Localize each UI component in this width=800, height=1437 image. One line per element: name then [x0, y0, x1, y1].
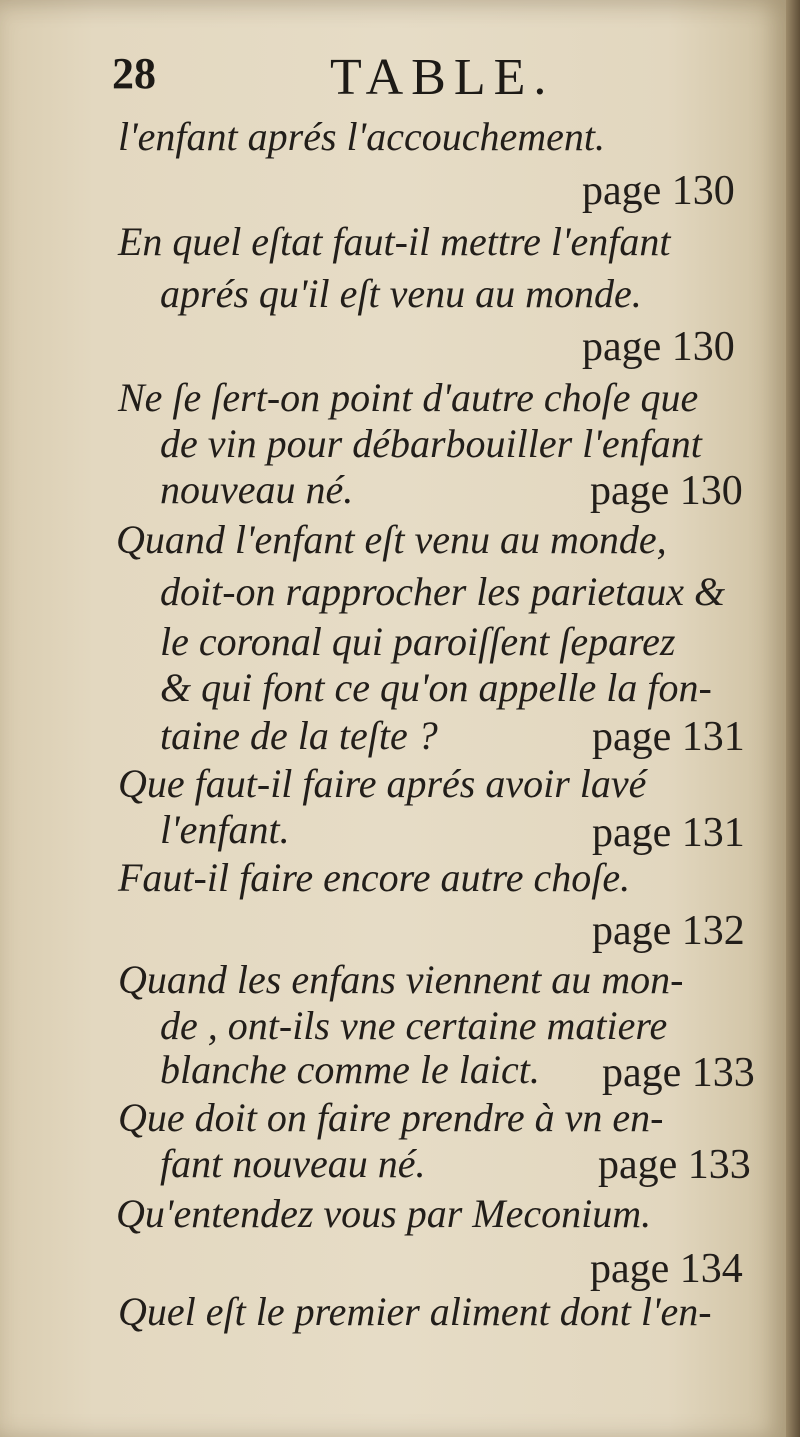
- entry-page-ref: page 131: [592, 810, 745, 856]
- entry-page-ref: page 130: [590, 468, 743, 514]
- entry-page-ref: page 134: [590, 1246, 743, 1292]
- entry-page-ref: page 132: [592, 908, 745, 954]
- entry-line: Qu'entendez vous par Meconium.: [116, 1191, 652, 1236]
- entry-line: nouveau né.: [160, 467, 354, 512]
- entry-line: l'enfant.: [160, 807, 290, 852]
- entry-line: Que faut-il faire aprés avoir lavé: [118, 761, 647, 806]
- page-number: 28: [112, 49, 156, 98]
- entry-page-ref: page 133: [602, 1050, 755, 1096]
- entry-line: de vin pour débarbouiller l'enfant: [160, 421, 702, 466]
- entry-line: & qui font ce qu'on appelle la fon-: [160, 665, 712, 710]
- entry-line: taine de la teſte ?: [160, 713, 438, 758]
- entry-line: Quel eſt le premier aliment dont l'en-: [118, 1289, 712, 1334]
- entry-line: Que doit on faire prendre à vn en-: [118, 1095, 664, 1140]
- page-edge: [786, 0, 800, 1437]
- entry-line: de , ont-ils vne certaine matiere: [160, 1003, 668, 1048]
- entry-line: En quel eſtat faut-il mettre l'enfant: [118, 219, 671, 264]
- entry-page-ref: page 131: [592, 714, 745, 760]
- entry-line: doit-on rapprocher les parietaux &: [160, 569, 726, 614]
- entry-page-ref: page 130: [582, 168, 735, 214]
- entry-line: Quand l'enfant eſt venu au monde,: [116, 517, 667, 562]
- entry-line: Ne ſe ſert-on point d'autre choſe que: [118, 375, 699, 420]
- entry-line: fant nouveau né.: [160, 1141, 426, 1186]
- entry-line: Quand les enfans viennent au mon-: [118, 957, 684, 1002]
- entry-page-ref: page 130: [582, 324, 735, 370]
- entry-line: aprés qu'il eſt venu au monde.: [160, 271, 642, 316]
- entry-line: Faut-il faire encore autre choſe.: [118, 855, 631, 900]
- page-header: [0, 48, 786, 108]
- running-title: TABLE.: [330, 49, 555, 106]
- entry-page-ref: page 133: [598, 1142, 751, 1188]
- entry-line: blanche comme le laict.: [160, 1047, 540, 1092]
- entry-line: le coronal qui paroiſſent ſeparez: [160, 619, 676, 664]
- entry-line: l'enfant aprés l'accouchement.: [118, 114, 605, 159]
